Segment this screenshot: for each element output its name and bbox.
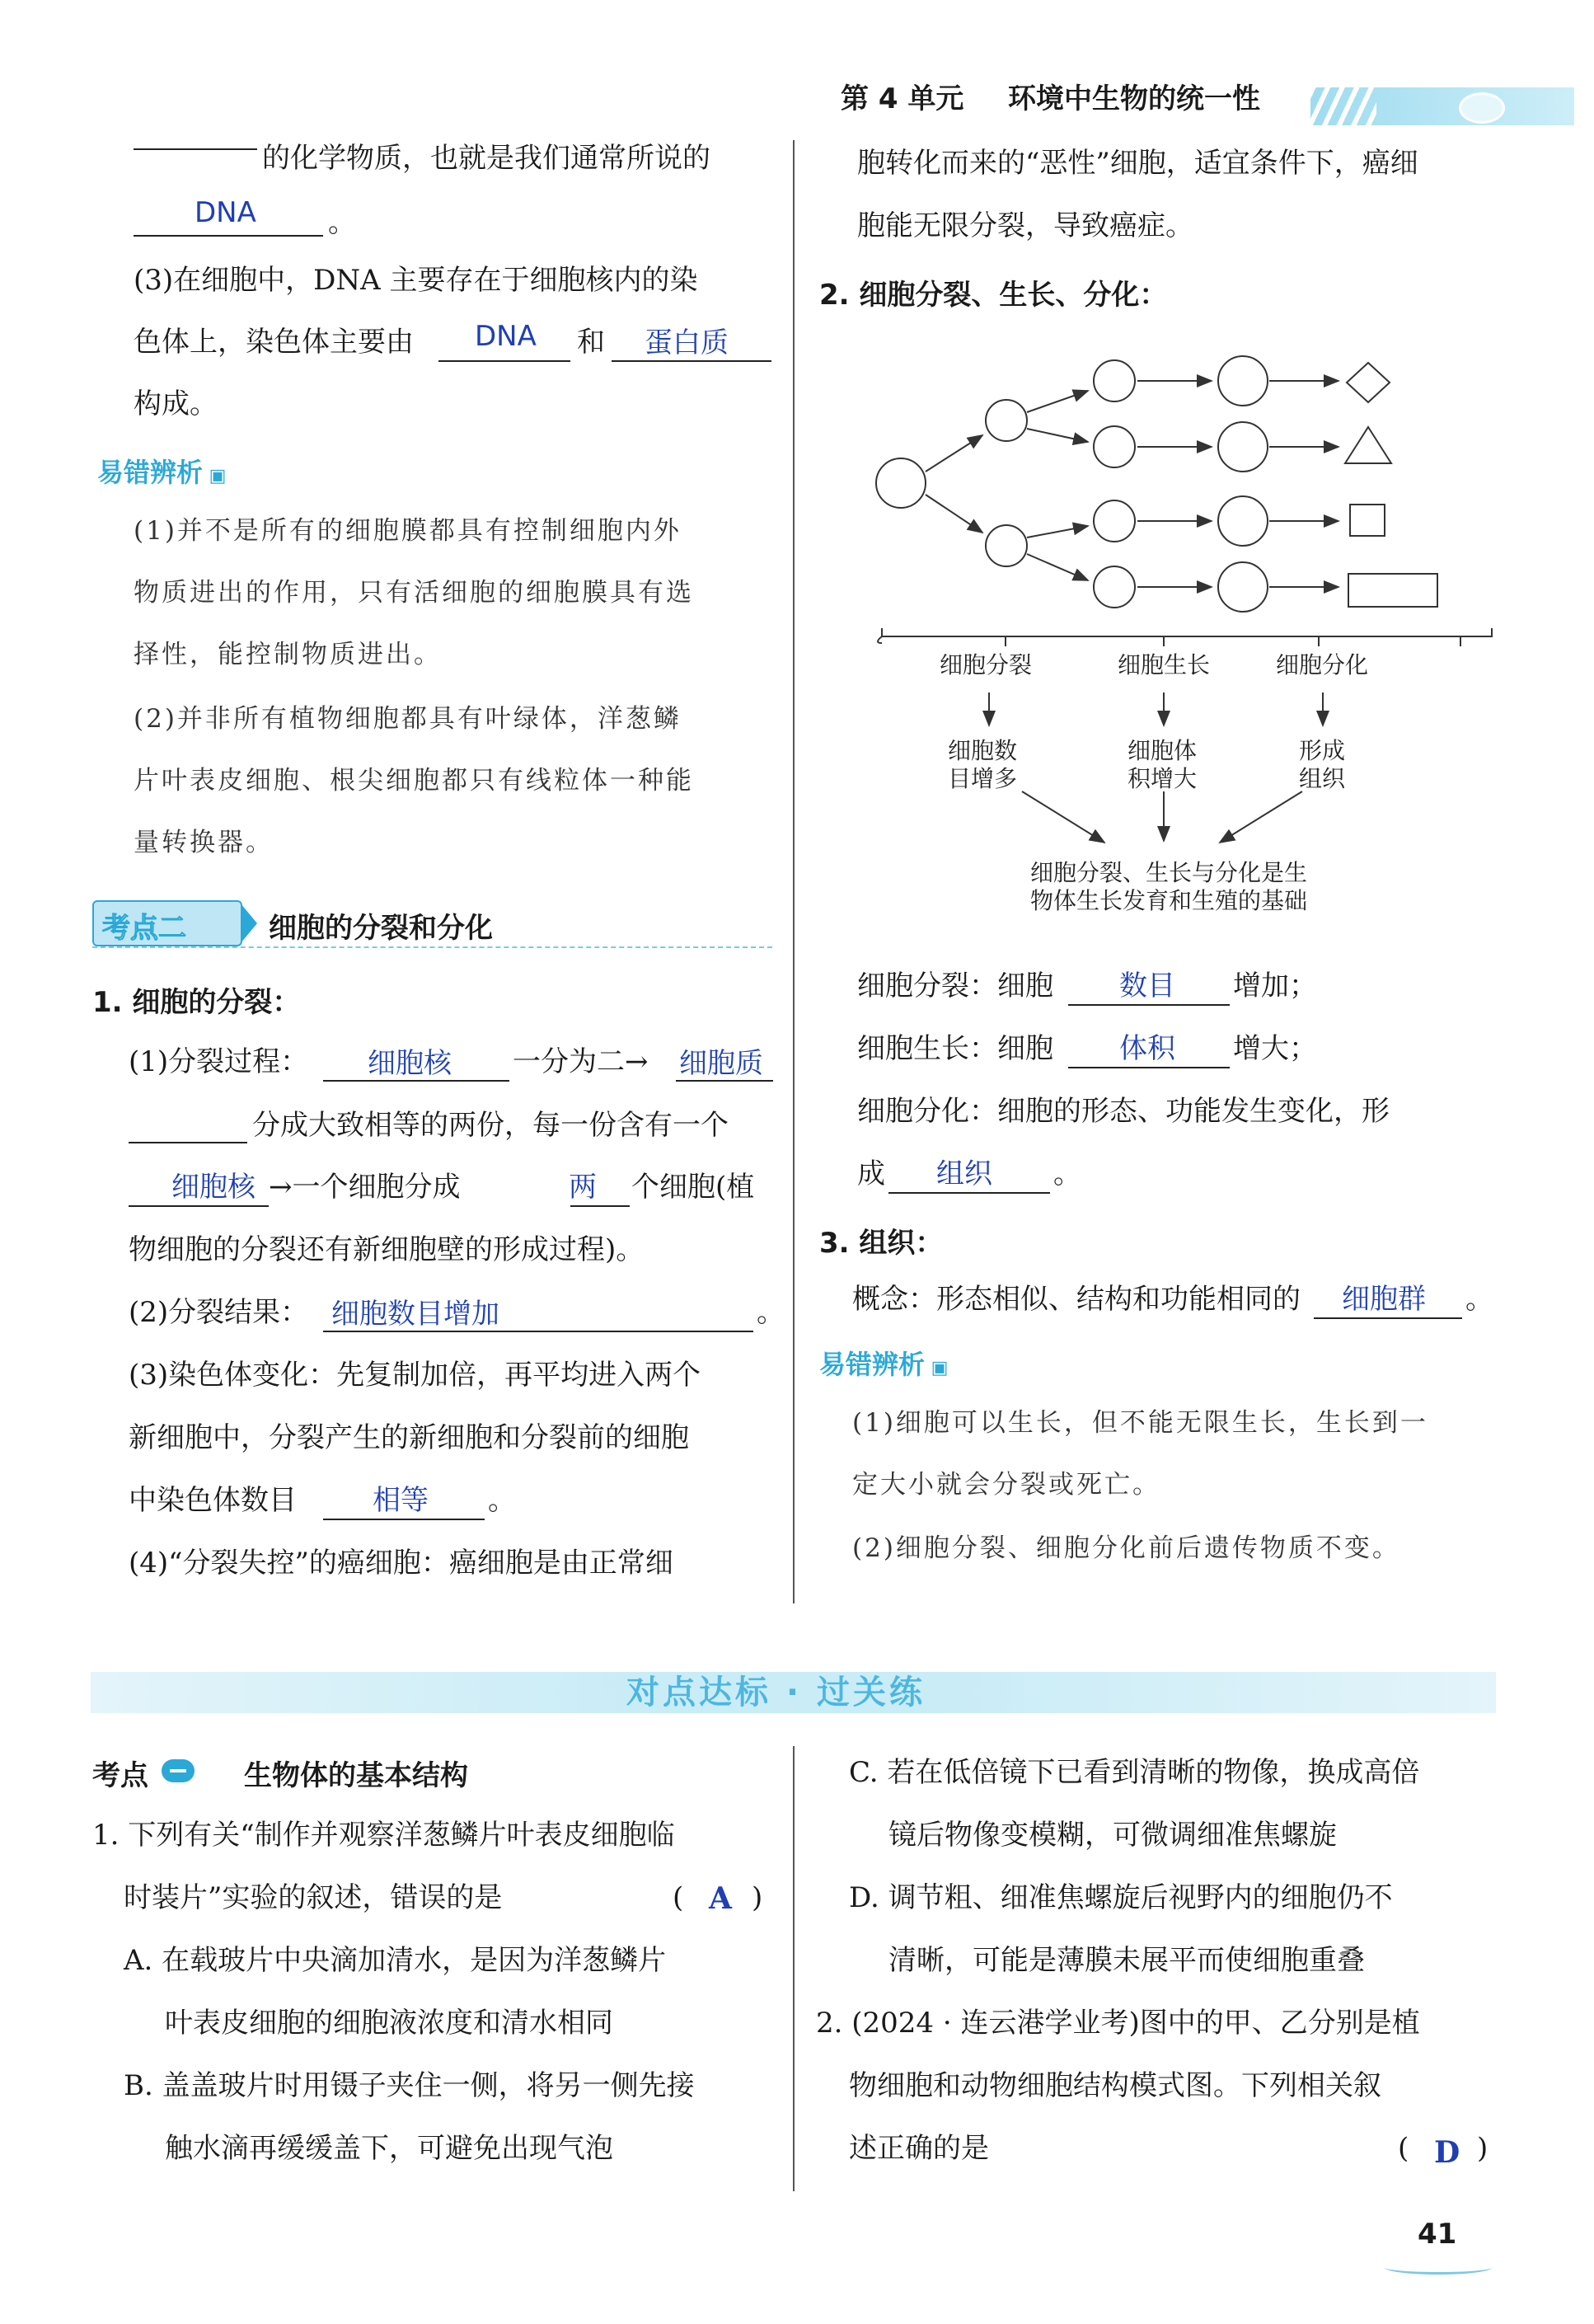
kaodian-2-underline	[92, 946, 772, 948]
column-divider-bottom	[793, 1746, 795, 2191]
left-line-1: 的化学物质，也就是我们通常所说的	[262, 142, 710, 175]
div-result-b: 。	[757, 1296, 785, 1329]
option-d-2: 清晰，可能是薄膜未展平而使细胞重叠	[888, 1944, 1365, 1977]
question-1-line-2: 时装片”实验的叙述，错误的是	[124, 1881, 503, 1914]
chromosome-3a: 中染色体数目	[129, 1484, 297, 1517]
cell-gen3-c	[1218, 496, 1268, 546]
answer-dna-2: DNA	[475, 320, 537, 353]
cancer-line: (4)“分裂失控”的癌细胞：癌细胞是由正常细	[129, 1547, 673, 1580]
div-process-4: 物细胞的分裂还有新细胞壁的形成过程)。	[129, 1233, 645, 1266]
diagram-volume-2: 积增大	[1128, 765, 1198, 792]
question-1-answer: A	[709, 1881, 732, 1916]
right-line-2: 胞能无限分裂，导致癌症。	[857, 209, 1193, 242]
kaodian-2-label: 考点二	[102, 912, 186, 945]
diagram-tissue-1: 形成	[1299, 737, 1346, 764]
answer-cell-group: 细胞群	[1342, 1283, 1426, 1316]
summary-diff-1: 细胞分化：细胞的形态、功能发生变化，形	[857, 1095, 1390, 1128]
chromosome-1: (3)染色体变化：先复制加倍，再平均进入两个	[129, 1359, 701, 1392]
question-1-line-1: 1. 下列有关“制作并观察洋葱鳞片叶表皮细胞临	[92, 1819, 675, 1852]
page-number-decoration	[1385, 2261, 1492, 2275]
yicuo-left-1: (1)并不是所有的细胞膜都具有控制细胞内外	[134, 516, 682, 546]
cell-gen2-a	[1094, 360, 1135, 401]
diagram-tissue-2: 组织	[1299, 765, 1346, 792]
answer-nucleus-1: 细胞核	[368, 1047, 452, 1080]
yicuo-left-2: 物质进出的作用，只有活细胞的细胞膜具有选	[134, 578, 694, 608]
diff-diamond	[1347, 363, 1390, 402]
header-unit-title: 环境中生物的统一性	[1008, 82, 1261, 115]
cell-gen1-upper	[986, 400, 1027, 441]
section-1-heading: 1. 细胞的分裂：	[92, 986, 301, 1019]
answer-number: 数目	[1119, 970, 1175, 1002]
yicuo-right-1: (1)细胞可以生长，但不能无限生长，生长到一	[852, 1408, 1428, 1438]
option-b-1: B. 盖盖玻片时用镊子夹住一侧，将另一侧先接	[124, 2069, 695, 2102]
question-2-answer: D	[1434, 2135, 1460, 2170]
yicuo-heading-right: 易错辨析 ▣	[819, 1349, 949, 1380]
cell-gen3-a	[1218, 356, 1268, 406]
yicuo-left-4: (2)并非所有植物细胞都具有叶绿体，洋葱鳞	[134, 704, 682, 734]
answer-cytoplasm: 细胞质	[679, 1047, 763, 1080]
option-c-1: C. 若在低倍镜下已看到清晰的物像，换成高倍	[849, 1756, 1420, 1789]
answer-result: 细胞数目增加	[331, 1298, 499, 1331]
left-line-5: 构成。	[134, 387, 218, 420]
diagram-basis-1: 细胞分裂、生长与分化是生	[1030, 859, 1308, 886]
div-process-3a: →一个细胞分成	[269, 1171, 461, 1204]
answer-two: 两	[569, 1171, 597, 1204]
answer-tissue: 组织	[936, 1157, 992, 1190]
tissue-concept-b: 。	[1465, 1283, 1493, 1316]
answer-protein: 蛋白质	[645, 326, 729, 359]
question-2-line-3: 述正确的是	[849, 2132, 989, 2165]
yicuo-left-6: 量转换器。	[134, 828, 274, 857]
question-2-line-2: 物细胞和动物细胞结构模式图。下列相关叙	[849, 2069, 1381, 2102]
diagram-basis-2: 物体生长发育和生殖的基础	[1030, 887, 1308, 914]
option-a-2: 叶表皮细胞的细胞液浓度和清水相同	[165, 2007, 613, 2040]
tissue-concept-a: 概念：形态相似、结构和功能相同的	[852, 1283, 1301, 1316]
left-line-4a: 色体上，染色体主要由	[134, 326, 414, 359]
div-process-2: 分成大致相等的两份，每一份含有一个	[252, 1109, 729, 1142]
cell-gen2-b	[1094, 426, 1135, 467]
kaodian-1-label: 考点	[92, 1759, 148, 1792]
kaodian-2-title: 细胞的分裂和分化	[269, 912, 493, 945]
practice-banner-title: 对点达标 · 过关练	[626, 1674, 926, 1711]
summary-division-a: 细胞分裂：细胞	[857, 970, 1053, 1002]
cell-process-diagram	[857, 330, 1541, 923]
header-unit: 第 4 单元	[841, 82, 964, 115]
cell-gen3-d	[1218, 562, 1268, 612]
column-divider-top	[793, 140, 795, 1603]
summary-growth-b: 增大；	[1233, 1032, 1317, 1065]
question-1-bracket: (	[673, 1881, 684, 1914]
option-a-1: A. 在载玻片中央滴加清水，是因为洋葱鳞片	[124, 1944, 667, 1977]
answer-equal: 相等	[373, 1484, 429, 1517]
question-2-bracket: (	[1398, 2132, 1409, 2165]
yicuo-heading-left: 易错辨析 ▣	[97, 457, 227, 488]
option-b-2: 触水滴再缓缓盖下，可避免出现气泡	[165, 2132, 613, 2165]
header-title	[841, 81, 1260, 117]
answer-dna-1: DNA	[195, 196, 256, 229]
question-2-line-1: 2. (2024 · 连云港学业考)图中的甲、乙分别是植	[816, 2007, 1420, 2040]
diagram-number-2: 目增多	[948, 765, 1018, 792]
left-line-4b: 和	[577, 326, 605, 359]
div-process-b: 一分为二→	[513, 1045, 649, 1078]
div-process-a: (1)分裂过程：	[129, 1045, 309, 1078]
diagram-volume-1: 细胞体	[1128, 737, 1198, 764]
diagram-label-division: 细胞分裂	[940, 651, 1033, 678]
yicuo-right-3: (2)细胞分裂、细胞分化前后遗传物质不变。	[852, 1533, 1400, 1563]
kaodian-2-tag-arrow	[241, 904, 257, 943]
diagram-number-1: 细胞数	[948, 737, 1018, 764]
answer-volume: 体积	[1119, 1032, 1175, 1065]
div-result-a: (2)分裂结果：	[129, 1296, 309, 1329]
yicuo-left-5: 片叶表皮细胞、根尖细胞都只有线粒体一种能	[134, 766, 694, 796]
page-number: 41	[1418, 2218, 1457, 2251]
cell-gen1-lower	[986, 525, 1027, 566]
option-c-2: 镜后物像变模糊，可微调细准焦螺旋	[888, 1819, 1337, 1852]
answer-nucleus-2: 细胞核	[171, 1171, 256, 1204]
yicuo-right-2: 定大小就会分裂或死亡。	[852, 1470, 1160, 1500]
kaodian-1-title: 生物体的基本结构	[244, 1759, 468, 1792]
right-line-1: 胞转化而来的“恶性”细胞，适宜条件下，癌细	[857, 147, 1418, 180]
header-logo	[1459, 92, 1505, 124]
left-line-2-end: 。	[328, 206, 356, 239]
option-d-1: D. 调节粗、细准焦螺旋后视野内的细胞仍不	[849, 1881, 1393, 1914]
diagram-label-growth: 细胞生长	[1118, 651, 1211, 678]
chromosome-2: 新细胞中，分裂产生的新细胞和分裂前的细胞	[129, 1421, 689, 1454]
cell-gen2-d	[1094, 566, 1135, 608]
div-process-3b: 个细胞(植	[631, 1171, 755, 1204]
section-2-heading: 2. 细胞分裂、生长、分化：	[819, 279, 1168, 312]
cell-gen2-c	[1094, 500, 1135, 542]
diff-rect	[1348, 574, 1437, 607]
diff-square	[1350, 505, 1385, 536]
summary-growth-a: 细胞生长：细胞	[857, 1032, 1053, 1065]
diff-triangle	[1345, 427, 1391, 463]
diagram-label-differentiation: 细胞分化	[1276, 651, 1369, 678]
section-3-heading: 3. 组织：	[819, 1227, 944, 1260]
cell-gen3-b	[1218, 422, 1268, 472]
summary-diff-2a: 成	[857, 1157, 885, 1190]
header-stripes	[1310, 87, 1376, 125]
summary-division-b: 增加；	[1233, 970, 1317, 1002]
cell-root	[876, 458, 926, 508]
left-line-3: (3)在细胞中，DNA 主要存在于细胞核内的染	[134, 264, 698, 297]
yicuo-left-3: 择性，能控制物质进出。	[134, 640, 442, 669]
chromosome-3b: 。	[488, 1484, 516, 1517]
summary-diff-2b: 。	[1053, 1157, 1081, 1190]
